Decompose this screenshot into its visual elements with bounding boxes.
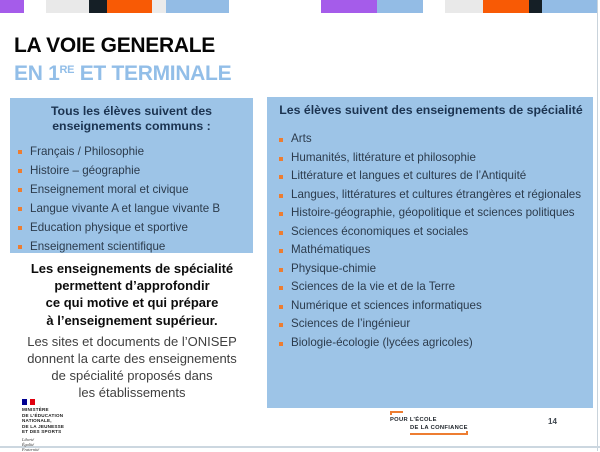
bullet-square-icon [18,188,22,192]
common-subject-label: Education physique et sportive [30,221,188,234]
specialite-subject-label: Littérature et langues et cultures de l’Antiquité [291,169,527,182]
common-subject-label: Français / Philosophie [30,145,145,158]
specialite-subject-item [277,297,585,316]
bullet-square-icon [279,157,283,161]
ministry-name-line: DE LA JEUNESSE [22,423,65,429]
specialite-subject-item [277,186,585,205]
specialite-subject-item [277,260,585,279]
strip-block [321,0,377,13]
specialite-subjects-list [277,130,585,352]
strip-block [529,0,542,13]
bullet-square-icon [18,245,22,249]
common-subject-item [16,237,247,256]
common-subject-label: Histoire – géographie [30,164,141,177]
ministry-name-line: DE L’ÉDUCATION [22,412,64,418]
bullet-square-icon [279,212,283,216]
specialite-subject-item [277,278,585,297]
ministry-name-line: ET DES SPORTS [22,429,62,435]
strip-block [107,0,152,13]
specialite-subjects-heading: Les élèves suivent des enseignements de spécialité [279,103,583,117]
specialite-subject-label: Histoire-géographie, géopolitique et sciences politiques [291,206,575,219]
strip-block [542,0,597,13]
common-subject-label: Enseignement scientifique [30,240,166,253]
note-bold-line: à l’enseignement supérieur. [46,312,218,328]
ministry-logo [22,399,92,452]
bullet-square-icon [279,249,283,253]
specialite-subjects-box [267,97,593,408]
ministry-name [22,407,92,435]
common-subject-item [16,161,247,180]
note-bold-line: Les enseignements de spécialité [30,261,234,276]
common-subjects-box [10,98,253,253]
common-subject-item [16,199,247,218]
common-subject-label: Langue vivante A et langue vivante B [30,202,221,215]
bullet-square-icon [18,207,22,211]
ministry-name-line: MINISTÈRE [22,407,49,412]
note-line: donnent la carte des enseignements [27,351,237,367]
bullet-square-icon [279,305,283,309]
slogan-line1: POUR L’ÉCOLE [390,417,437,423]
common-subject-item [16,218,247,237]
specialite-subject-label: Numérique et sciences informatiques [291,298,482,312]
bullet-square-icon [279,175,283,179]
note-bold-paragraph [4,260,260,329]
common-subjects-heading: Tous les élèves suivent des enseignements communs : [50,104,213,133]
common-subjects-list [16,142,247,256]
strip-block [152,0,166,13]
strip-block [89,0,107,13]
bullet-square-icon [279,268,283,272]
bullet-square-icon [279,138,283,142]
specialite-subject-label: Sciences de l’ingénieur [291,317,411,330]
specialite-subject-item [277,334,585,353]
top-color-strip [0,0,600,13]
strip-block [377,0,423,13]
common-subject-label: Enseignement moral et civique [30,183,189,196]
strip-block [445,0,483,13]
bullet-square-icon [18,150,22,154]
slogan-top-bracket-icon [390,411,403,415]
note-line: de spécialité proposés dans [51,368,213,384]
strip-block [0,0,24,13]
strip-block [166,0,229,13]
specialite-subject-item [277,241,585,260]
bullet-square-icon [279,286,283,290]
subtitle-suffix: ET TERMINALE [74,62,232,85]
common-subject-item [16,180,247,199]
note-regular-paragraph [4,333,260,402]
specialite-subject-label: Humanités, littérature et philosophie [291,150,476,164]
republic-motto [22,438,92,452]
bullet-square-icon [279,342,283,346]
strip-block [483,0,529,13]
bullet-square-icon [279,231,283,235]
motto-line: Fraternité [22,446,40,452]
bullet-square-icon [279,194,283,198]
french-flag-icon [22,399,35,405]
specialite-subject-label: Arts [291,132,312,145]
bullet-square-icon [18,169,22,173]
specialite-subject-item [277,315,585,334]
specialite-subject-label: Biologie-écologie (lycées agricoles) [291,335,473,349]
note-bold-line: permettent d’approfondir [54,278,210,294]
specialite-subject-label: Sciences économiques et sociales [291,224,469,238]
page-number: 14 [548,417,557,426]
motto-line: Liberté [22,436,35,442]
bullet-square-icon [279,323,283,327]
note-bold-line: ce qui motive et qui prépare [45,295,219,311]
specialite-subject-label: Langues, littératures et cultures étrangères et régionales [291,187,582,201]
strip-block [46,0,89,13]
specialite-subject-item [277,149,585,168]
slogan-bottom-bracket-icon [410,431,468,435]
specialite-subject-label: Physique-chimie [291,261,377,275]
specialites-note [4,260,260,402]
specialite-subject-item [277,223,585,242]
specialite-subject-item [277,130,585,149]
bullet-square-icon [18,226,22,230]
specialite-subject-label: Sciences de la vie et de la Terre [291,280,456,293]
ministry-name-line: NATIONALE, [22,418,52,424]
slide-right-border [597,0,598,451]
page-title: LA VOIE GENERALE [14,34,215,57]
pour-lecole-de-la-confiance-mark [390,411,480,439]
subtitle-prefix: EN 1 [14,62,60,85]
specialite-subject-item [277,204,585,223]
common-subject-item [16,142,247,161]
slogan-line2: DE LA CONFIANCE [410,425,468,431]
subtitle-superscript: RE [59,64,75,76]
note-line: Les sites et documents de l’ONISEP [27,333,237,349]
note-line: les établissements [78,385,186,401]
specialite-subject-label: Mathématiques [291,243,371,256]
page-subtitle [14,58,231,86]
specialite-subject-item [277,167,585,186]
title-block [14,33,231,86]
motto-line: Égalité [22,441,35,447]
